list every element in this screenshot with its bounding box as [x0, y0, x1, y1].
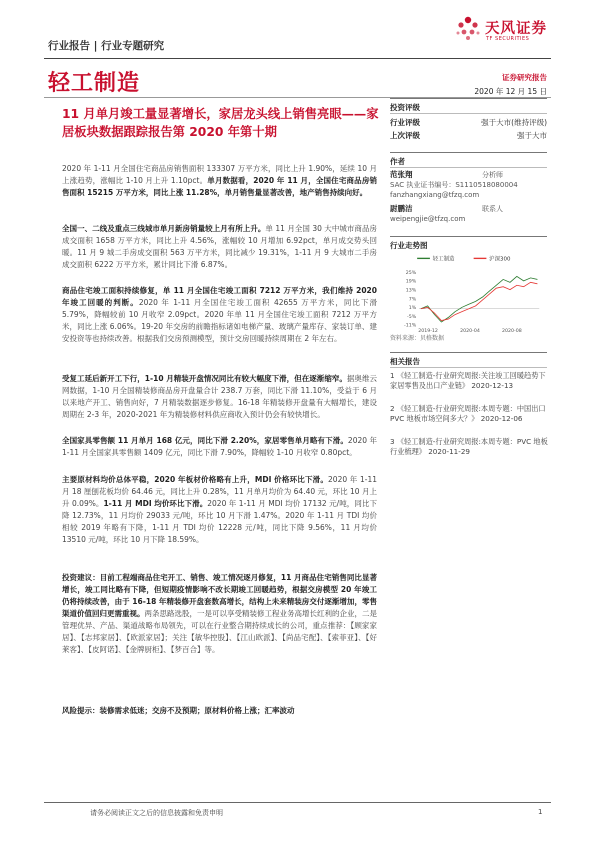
rating-header: 投资评级	[390, 103, 420, 112]
sidebar-divider	[390, 113, 547, 114]
page-title: 轻工制造	[48, 71, 141, 96]
tf-logo-icon	[455, 15, 481, 41]
sidebar-divider	[390, 98, 547, 99]
author-role: 分析师	[482, 171, 503, 179]
logo-text-cn: 天风证券	[485, 21, 547, 37]
y-tick-label: -5%	[407, 314, 417, 320]
legend-label: 轻工制造	[432, 256, 455, 263]
header-divider	[44, 58, 551, 59]
author-name: 范张翔	[390, 170, 413, 179]
page-number: 1	[538, 808, 543, 816]
series-line	[421, 282, 538, 320]
paragraph-materials: 主要原材料均价总体平稳，2020 年板材价格略有上升，MDI 价格环比下滑。2020 年 1-11 月 18 厘刨花板均价 64.46 元，同比上升 0.28%，11 月单月均价为 64.40 元，环比 10 月上升 0.09%。1-11 月 MDI 均价环比下滑。2020 年 1-11 月 MDI 均价 17132 元/吨，同比下降 12.73%，11 月均价 29033 元/吨，环比 10 月下滑 1.47%。2020 年 1-11 月 TDI 均价相较 2019 年略有下降，1-11 月 TDI 均价 12228 元/吨，同比下降 9.56%，11 月均价 13510 元/吨，环比 10 月下降 18.59%。	[62, 475, 377, 544]
industry-trend-chart	[390, 252, 550, 334]
author-email[interactable]: weipengjie@tfzq.com	[390, 215, 466, 223]
sidebar-divider	[390, 236, 547, 237]
sidebar-divider	[390, 152, 547, 153]
related-header: 相关报告	[390, 357, 420, 366]
y-tick-label: 7%	[408, 297, 417, 303]
author-header: 作者	[390, 157, 405, 166]
series-line	[421, 276, 538, 322]
author-name: 尉鹏洁	[390, 204, 413, 213]
author-cert: SAC 执业证书编号：S1110518080004	[390, 181, 518, 189]
paragraph-completion: 商品住宅竣工面积持续修复，单 11 月全国住宅竣工面积 7212 万平方米，我们维持 2020 年竣工回暖的判断。2020 年 1-11 月全国住宅竣工面积 42655 万平方米，同比下滑 5.79%，降幅较前 10 月收窄 2.09pct。2020 年单 11 月全国住宅竣工面积 7212 万平方米，同比上涨 6.06%。19-20 年交房的前瞻指标诸如电梯产量、玻璃产量库存、家装订单、建安投资等也持续改善。根据我们交房预测模型，预计交房回暖持续周期在 2 年左右。	[62, 286, 377, 343]
paragraph-furniture: 全国家具零售额 11 月单月 168 亿元，同比下滑 2.20%，家居零售单月略有下滑。2020 年 1-11 月全国家具零售额 1409 亿元，同比下滑 7.90%，降幅较 1-10 月收窄 0.80pct。	[62, 436, 377, 457]
y-tick-label: 13%	[405, 288, 417, 294]
author-1	[390, 170, 547, 200]
industry-rating-label: 行业评级	[390, 118, 420, 127]
chart-header: 行业走势图	[390, 241, 428, 250]
y-tick-label: 1%	[408, 306, 417, 312]
x-tick-label: 2019-12	[418, 329, 438, 334]
author-2	[390, 204, 547, 224]
prev-rating-value: 强于大市	[517, 131, 547, 140]
company-logo	[455, 14, 555, 54]
related-report-1[interactable]: 1 《轻工制造-行业研究周报:关注竣工回暖趋势下家居零售及出口产业链》 2020-12-13	[390, 371, 546, 391]
author-email[interactable]: fanzhangxiang@tfzq.com	[390, 191, 480, 199]
x-tick-label: 2020-08	[502, 329, 522, 334]
risk-warning: 风险提示：装修需求低迷；交房不及预期；原材料价格上涨；汇率波动	[62, 706, 295, 715]
paragraph-decoration: 受复工延后新开工下行，1-10 月精装开盘情况同比有较大幅度下滑，但在逐渐缩窄。据奥维云网数据，1-10 月全国精装修商品房开盘量合计 238.7 万套，同比下滑 11.10%，受益于 6 月以来地产开工、销售向好，7 月精装数据逐步修复。16-18 年精装修开盘量有大幅增长，建设周期在 2-3 年，2020-2021 年为精装修材料供应商收入预计仍会有较快增长。	[62, 374, 377, 419]
sidebar-divider	[390, 367, 547, 368]
y-tick-label: 19%	[405, 279, 417, 285]
logo-text-en: TF SECURITIES	[486, 36, 530, 42]
breadcrumb: 行业报告 | 行业专题研究	[48, 40, 165, 52]
chart-source: 资料来源：贝格数据	[390, 335, 445, 342]
prev-rating-label: 上次评级	[390, 131, 420, 140]
author-role: 联系人	[482, 205, 503, 213]
doc-type: 证券研究报告	[502, 73, 547, 82]
paragraph-sales: 2020 年 1-11 月全国住宅商品房销售面积 133307 万平方米，同比上升 1.90%，延续 10 月上涨趋势，涨幅比 1-10 月上升 1.10pct。单月数据看，2020 年 11 月，全国住宅商品房销售面积 15215 万平方米，同比上涨 11.28%，单月销售量显著改善，地产销售持续向好。	[62, 164, 377, 197]
industry-rating-value: 强于大市(维持评级)	[481, 118, 547, 127]
footer-disclaimer: 请务必阅读正文之后的信息披露和免责申明	[90, 809, 223, 817]
paragraph-cities: 全国一、二线及重点三线城市单月新房销量较上月有所上升。单 11 月全国 30 大中城市商品房成交面积 1658 万平方米，同比上升 4.56%，涨幅较 10 月增加 6.92pct，单月成交势头回暖。11 月 9 城二手房成交面积 563 万平方米，同比减少 19.31%，1-11 月 9 大城市二手房成交面积 6222 万平方米，累计同比下滑 6.87%。	[62, 224, 377, 269]
y-tick-label: 25%	[405, 270, 417, 276]
report-title: 11 月单月竣工量显著增长，家居龙头线上销售亮眼——家居板块数据跟踪报告第 2020 年第十期	[62, 107, 379, 139]
sidebar-divider	[390, 167, 547, 168]
y-tick-label: -11%	[404, 323, 417, 329]
legend-label: 沪深300	[489, 256, 511, 263]
sidebar-divider	[390, 352, 547, 353]
related-report-3[interactable]: 3 《轻工制造-行业研究周报:本周专题：PVC 地板行业梳理》 2020-11-29	[390, 437, 548, 457]
footer-divider	[44, 802, 551, 803]
related-report-2[interactable]: 2 《轻工制造-行业研究周报:本周专题：中国出口 PVC 地板市场空间多大？》 2020-12-06	[390, 404, 546, 424]
report-date: 2020 年 12 月 15 日	[474, 87, 547, 96]
x-tick-label: 2020-04	[460, 329, 480, 334]
paragraph-investment: 投资建议：目前工程端商品住宅开工、销售、竣工情况逐月修复，11 月商品住宅销售同比显著增长，竣工同比略有下降，但短期疫情影响不改长期竣工回暖趋势，根据交房模型 20 年竣工仍将持续改善，由于 16-18 年精装修开盘套数高增长，结构上未来精装房交付逐渐增加，零售渠道价值回归更需重视。两条思路选股，一是可以享受精装修工程业务高增长红利的企业，二是管理优异、产品、渠道战略布局领先，可以在行业整合期持续成长的公司，重点推荐：【顾家家居】、【志邦家居】、【欧派家居】；关注【敏华控股】、【江山欧派】、【尚品宅配】、【索菲亚】、【好莱客】、【皮阿诺】、【金牌厨柜】、【梦百合】等。	[62, 573, 377, 654]
